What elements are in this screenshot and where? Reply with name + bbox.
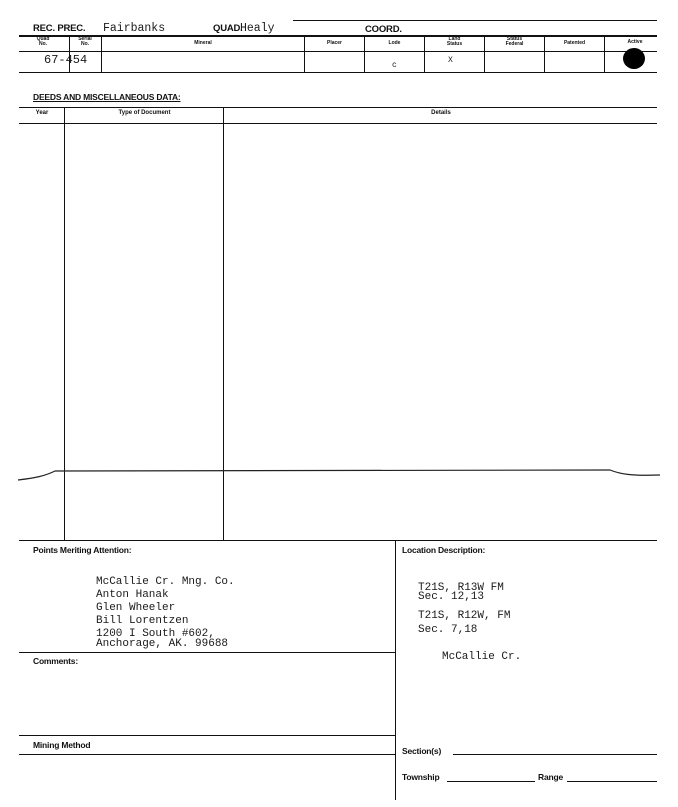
points-line-1: McCallie Cr. Mng. Co. [96, 576, 235, 588]
location-line-1: T21S, R13W FM [418, 582, 504, 594]
comments-rule [19, 652, 395, 653]
points-line-2: Anton Hanak [96, 589, 169, 601]
fold-line [0, 462, 678, 492]
mining-method-label: Mining Method [33, 740, 91, 750]
header-grid-mid [19, 51, 657, 52]
bottom-center-divider [395, 540, 396, 800]
location-line-4: Sec. 7,18 [418, 624, 478, 636]
lode-mark: c [392, 61, 397, 70]
location-creek: McCallie Cr. [442, 651, 522, 663]
township-blank [447, 781, 535, 782]
location-label: Location Description: [402, 545, 486, 555]
col-placer: Placer [326, 40, 342, 46]
bottom-top-rule [19, 540, 657, 541]
rec-prec-label: REC. PREC. [33, 23, 86, 34]
township-label: Township [402, 772, 440, 782]
mining-method-rule [19, 735, 395, 736]
points-line-5: 1200 I South #602, [96, 628, 215, 640]
deeds-col-year: Year [35, 110, 49, 116]
header-grid-top [19, 35, 657, 37]
points-label: Points Meriting Attention: [33, 545, 132, 555]
col-status-federal: Status Federal [505, 36, 524, 47]
location-line-2: Sec. 12,13 [418, 591, 485, 603]
quad-no-value: 67-454 [44, 53, 88, 67]
deeds-table-top [19, 107, 657, 108]
col-mineral: Mineral [194, 40, 212, 46]
coord-label: COORD. [365, 24, 402, 35]
deeds-table-header-bottom [19, 123, 657, 124]
col-land-status: Land Status [446, 36, 463, 47]
land-status-mark: X [448, 56, 453, 65]
header-grid-bottom [19, 72, 657, 73]
col-patented: Patented [563, 40, 586, 46]
points-line-6: Anchorage, AK. 99688 [96, 638, 229, 650]
points-line-3: Glen Wheeler [96, 602, 176, 614]
col-active: Active [627, 39, 643, 45]
quad-label: QUAD. [213, 23, 243, 34]
comments-label: Comments: [33, 656, 78, 666]
header-col-div-8 [604, 36, 605, 72]
col-serial-no: Serial No. [78, 36, 92, 47]
col-lode: Lode [388, 40, 401, 46]
location-line-3: T21S, R12W, FM [418, 610, 511, 622]
range-label: Range [538, 772, 563, 782]
rec-prec-value: Fairbanks [103, 22, 166, 35]
sections-blank [453, 754, 657, 755]
points-line-4: Bill Lorentzen [96, 615, 189, 627]
deeds-col-details: Details [431, 110, 451, 116]
sections-label: Section(s) [402, 746, 442, 756]
active-dot [623, 48, 645, 69]
mining-method-underline [19, 754, 395, 755]
top-rule [293, 20, 657, 21]
range-blank [567, 781, 657, 782]
quad-value: Healy [240, 22, 275, 35]
deeds-section-title: DEEDS AND MISCELLANEOUS DATA: [33, 92, 181, 102]
deeds-col-type: Type of Document [118, 110, 171, 116]
col-quad-no: Quad No. [36, 36, 50, 47]
